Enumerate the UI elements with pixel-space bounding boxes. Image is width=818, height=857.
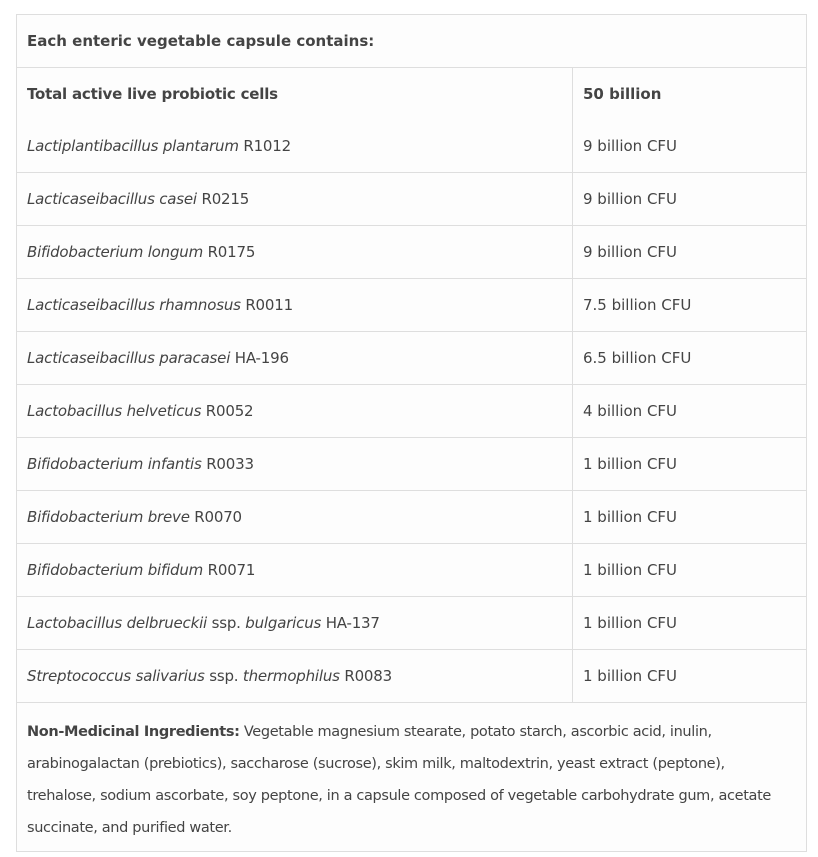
strain-name — [17, 173, 573, 225]
strain-code: R0011 — [240, 296, 293, 314]
strain-cfu: 9 billion CFU — [583, 137, 678, 155]
strain-code: R0071 — [203, 561, 256, 579]
strain-species: Lactobacillus delbrueckii — [27, 614, 208, 632]
strain-cfu: 1 billion CFU — [583, 614, 678, 632]
strain-species: Bifidobacterium bifidum — [27, 561, 204, 579]
strain-name — [17, 597, 573, 649]
strain-name — [17, 226, 573, 278]
strain-species: Lacticaseibacillus paracasei — [27, 349, 231, 367]
table-heading-row — [17, 15, 806, 67]
strain-name — [17, 650, 573, 702]
strain-code: R0083 — [339, 667, 392, 685]
table-row — [17, 225, 806, 278]
table-row — [17, 649, 806, 702]
strain-code: R0215 — [196, 190, 250, 208]
table-heading: Each enteric vegetable capsule contains: — [27, 32, 375, 50]
strain-code: HA-196 — [230, 349, 289, 367]
strain-species: Bifidobacterium breve — [27, 508, 190, 526]
total-label: Total active live probiotic cells — [17, 68, 573, 120]
strain-code: R0175 — [203, 243, 256, 261]
strain-species: Lacticaseibacillus rhamnosus — [27, 296, 241, 314]
strain-cfu: 1 billion CFU — [583, 455, 678, 473]
strain-name — [17, 385, 573, 437]
footer-label: Non-Medicinal Ingredients: — [27, 724, 240, 740]
strain-cfu: 9 billion CFU — [583, 243, 678, 261]
footer-text: Vegetable magnesium stearate, potato starch, ascorbic acid, inulin, arabinogalactan (prebiotics), saccharose (sucrose), skim milk, maltodextrin, yeast extract (peptone), trehalose, sodium ascorbate, soy peptone, in a capsule composed of vegetable carbohydrate gum, acetate succinate, and purified water. — [27, 724, 771, 836]
total-value: 50 billion — [583, 85, 662, 103]
strain-code: R0033 — [201, 455, 254, 473]
strain-code: HA-137 — [321, 614, 380, 632]
strain-name — [17, 438, 573, 490]
strain-name — [17, 491, 573, 543]
strain-species: Bifidobacterium infantis — [27, 455, 202, 473]
strain-name — [17, 279, 573, 331]
strain-code: R0052 — [201, 402, 254, 420]
strain-species: Lactiplantibacillus plantarum — [27, 137, 239, 155]
table-row — [17, 278, 806, 331]
table-row — [17, 384, 806, 437]
strain-cfu: 1 billion CFU — [583, 561, 678, 579]
non-medicinal-ingredients — [17, 702, 806, 851]
strain-species: thermophilus — [242, 667, 340, 685]
strain-name — [17, 332, 573, 384]
strain-code: R0070 — [189, 508, 242, 526]
table-row — [17, 490, 806, 543]
table-row — [17, 543, 806, 596]
strain-code: ssp. — [207, 614, 246, 632]
strain-cfu: 9 billion CFU — [583, 190, 678, 208]
table-row — [17, 596, 806, 649]
table-row — [17, 331, 806, 384]
strain-name — [17, 544, 573, 596]
strain-code: ssp. — [204, 667, 243, 685]
strain-cfu: 7.5 billion CFU — [583, 296, 692, 314]
table-row — [17, 172, 806, 225]
strain-cfu: 4 billion CFU — [583, 402, 678, 420]
total-row — [17, 67, 806, 120]
strain-code: R1012 — [238, 137, 291, 155]
strain-species: Streptococcus salivarius — [27, 667, 205, 685]
strain-cfu: 1 billion CFU — [583, 508, 678, 526]
ingredients-table — [16, 14, 807, 852]
strain-species: Lactobacillus helveticus — [27, 402, 202, 420]
strain-species: bulgaricus — [245, 614, 322, 632]
table-row — [17, 437, 806, 490]
strain-species: Bifidobacterium longum — [27, 243, 203, 261]
strain-cfu: 1 billion CFU — [583, 667, 678, 685]
strain-cfu: 6.5 billion CFU — [583, 349, 692, 367]
table-row — [17, 120, 806, 172]
strain-name — [17, 120, 573, 172]
strain-species: Lacticaseibacillus casei — [27, 190, 197, 208]
